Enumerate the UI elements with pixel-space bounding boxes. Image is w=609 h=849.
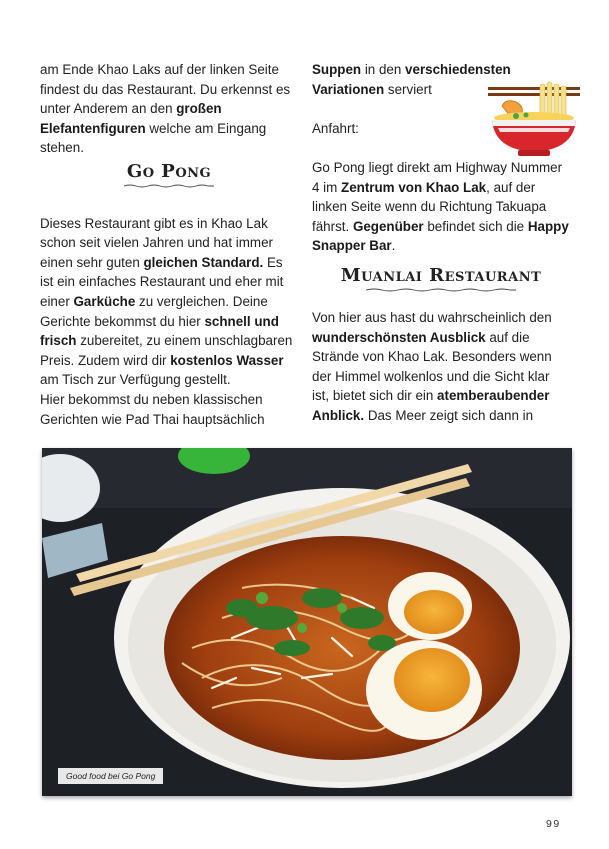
muanlai-heading: Muanlai Restaurant (340, 264, 542, 286)
photo-caption: Good food bei Go Pong (58, 768, 163, 784)
intro-paragraph (40, 60, 298, 158)
text: , auf der linken Seite wenn du Richtung Takuapa fährst. (312, 179, 547, 234)
muanlai-heading-block (312, 262, 570, 298)
text: Das Meer zeigt sich dann in (364, 407, 534, 423)
go-pong-heading: Go Pong (126, 160, 212, 182)
text: auf die Strände von Khao Lak. Besonders wenn der Himmel wolkenlos und die Sicht klar ist, bietet sich dir ein (312, 329, 552, 404)
text: Go Pong liegt direkt am Highway Nummer 4 im (312, 159, 563, 195)
text: serviert (384, 81, 432, 97)
bold-text: Garküche (73, 293, 136, 309)
text: welche am Eingang stehen. (40, 120, 267, 156)
food-photo (42, 448, 572, 796)
bold-text: Suppen (312, 62, 362, 77)
heading-underline (366, 287, 516, 293)
text: befindet sich die (423, 218, 528, 234)
text: . (391, 238, 396, 254)
bold-text: kostenlos Wasser (170, 352, 284, 368)
text: Dieses Restaurant gibt es in Khao Lak schon seit vielen Jahren und hat immer einen sehr guten (40, 215, 273, 270)
muanlai-paragraph (312, 308, 570, 426)
text: am Ende Khao Laks auf der linken Seite findest du das Restaurant. Du erkennst es unter Anderem an den (40, 62, 291, 117)
page-number: 99 (546, 818, 561, 830)
bold-text: Zentrum von Khao Lak (341, 179, 487, 195)
go-pong-heading-block (40, 158, 298, 194)
text: zu vergleichen. Deine Gerichte bekommst du hier (40, 293, 268, 329)
bold-text: großen Elefantenfiguren (40, 101, 222, 136)
go-pong-paragraph-2: Hier bekommst du neben klassischen Gerichten wie Pad Thai hauptsächlich (40, 391, 265, 427)
text: am Tisch zur Verfügung gestellt. (40, 372, 231, 388)
bold-text: Happy Snapper Bar (312, 218, 569, 254)
text: Es ist ein einfaches Restaurant und eher mit einer (40, 254, 284, 309)
directions-paragraph (312, 158, 570, 256)
go-pong-paragraph (40, 214, 298, 390)
text: in den (361, 62, 406, 77)
noodle-bowl-icon (486, 80, 582, 162)
bold-text: wunderschönsten Ausblick (312, 329, 486, 345)
bold-text: schnell und frisch (40, 313, 279, 349)
heading-underline (124, 183, 214, 189)
bold-text: Gegenüber (352, 218, 424, 234)
left-column (40, 60, 298, 429)
bold-text: atemberaubender Anblick. (312, 388, 550, 423)
text: zubereitet, zu einem unschlagbaren Preis. Zudem wird dir (40, 333, 293, 368)
bold-text: verschiedensten Variationen (312, 62, 511, 97)
bold-text: gleichen Standard. (143, 254, 264, 270)
noodle-soup-image (42, 448, 572, 796)
anfahrt-label: Anfahrt: (312, 120, 359, 136)
text: Von hier aus hast du wahrscheinlich den (312, 309, 552, 325)
